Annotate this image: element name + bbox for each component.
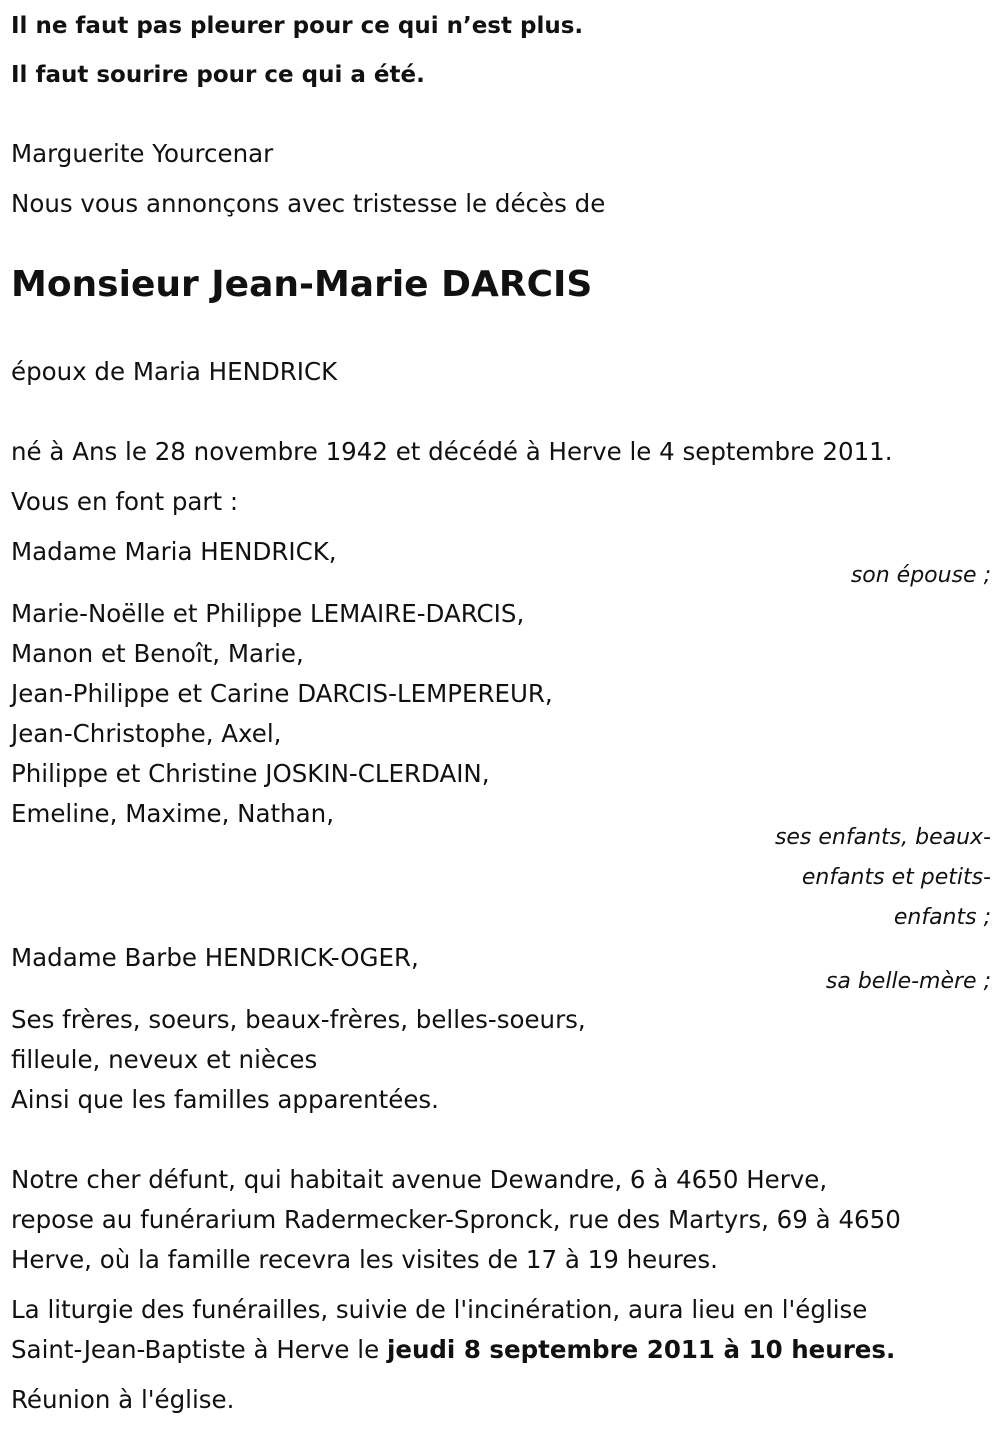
family-children-relation: ses enfants, beaux-	[774, 825, 991, 850]
family-mother-in-law-name: Madame Barbe HENDRICK-OGER,	[11, 943, 419, 972]
liturgy-line-2-prefix: Saint-Jean-Baptiste à Herve le	[11, 1335, 387, 1364]
family-spouse-relation: son épouse ;	[850, 563, 991, 588]
family-child-line: Emeline, Maxime, Nathan,	[11, 799, 334, 828]
family-others-line: Ses frères, soeurs, beaux-frères, belles-soeurs,	[11, 1005, 586, 1034]
spouse-line: époux de Maria HENDRICK	[11, 357, 338, 386]
family-children-relation: enfants ;	[893, 905, 991, 930]
quote-author: Marguerite Yourcenar	[11, 139, 274, 168]
meeting-line: Réunion à l'église.	[11, 1385, 235, 1414]
family-child-line: Marie-Noëlle et Philippe LEMAIRE-DARCIS,	[11, 599, 525, 628]
funeral-date: jeudi 8 septembre 2011 à 10 heures.	[386, 1335, 896, 1364]
family-children-relation: enfants et petits-	[801, 865, 991, 890]
residence-line: Notre cher défunt, qui habitait avenue Dewandre, 6 à 4650 Herve,	[11, 1165, 828, 1194]
quote-line-1: Il ne faut pas pleurer pour ce qui n’est plus.	[11, 13, 584, 39]
family-others-line: filleule, neveux et nièces	[11, 1045, 318, 1074]
liturgy-line-1: La liturgie des funérailles, suivie de l'incinération, aura lieu en l'église	[11, 1295, 868, 1324]
birth-death-line: né à Ans le 28 novembre 1942 et décédé à Herve le 4 septembre 2011.	[11, 437, 893, 466]
announcement-intro: Nous vous annonçons avec tristesse le décès de	[11, 189, 606, 218]
family-child-line: Jean-Christophe, Axel,	[11, 719, 282, 748]
quote-line-2: Il faut sourire pour ce qui a été.	[11, 62, 425, 88]
deceased-name: Monsieur Jean-Marie DARCIS	[11, 264, 593, 305]
family-spouse-name: Madame Maria HENDRICK,	[11, 537, 337, 566]
notify-intro: Vous en font part :	[11, 487, 239, 516]
residence-line: Herve, où la famille recevra les visites de 17 à 19 heures.	[11, 1245, 718, 1274]
family-mother-in-law-relation: sa belle-mère ;	[825, 969, 991, 994]
liturgy-line-2	[11, 1334, 895, 1366]
family-child-line: Philippe et Christine JOSKIN-CLERDAIN,	[11, 759, 490, 788]
family-others-line: Ainsi que les familles apparentées.	[11, 1085, 439, 1114]
residence-line: repose au funérarium Radermecker-Spronck, rue des Martyrs, 69 à 4650	[11, 1205, 901, 1234]
family-child-line: Manon et Benoît, Marie,	[11, 639, 304, 668]
family-child-line: Jean-Philippe et Carine DARCIS-LEMPEREUR,	[11, 679, 553, 708]
